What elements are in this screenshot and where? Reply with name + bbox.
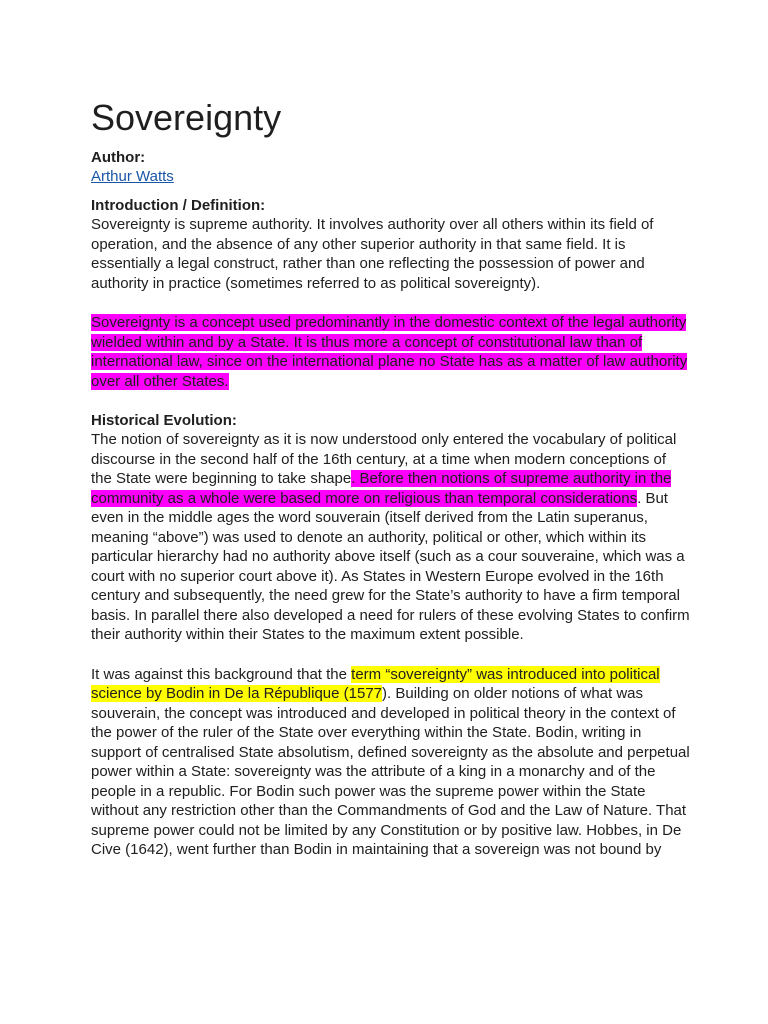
history-paragraph: [91, 430, 691, 645]
author-link[interactable]: Arthur Watts: [91, 168, 174, 185]
bodin-yellow-highlight: term “sovereignty” was introduced into political science by Bodin in De la République (1577: [91, 665, 660, 702]
history-heading: Historical Evolution:: [91, 412, 237, 429]
document-title: Sovereignty: [91, 97, 282, 138]
intro-heading: Introduction / Definition:: [91, 197, 266, 214]
history-pink-highlight: . Before then notions of supreme authority in the community as a whole were based more on religious than temporal considerations: [91, 470, 672, 507]
history-text-1: The notion of sovereignty as it is now understood only entered the vocabulary of political discourse in the second half of the 16th century, at a time when modern conceptions of the State were beginning to take shape: [91, 431, 677, 487]
pink-highlight: Sovereignty is a concept used predominantly in the domestic context of the legal authority wielded within and by a State. It is thus more a concept of constitutional law than of international law, since on the international plane no State has as a matter of law authority over all other States.: [91, 314, 688, 390]
spacer: [91, 186, 691, 196]
spacer: [91, 391, 691, 411]
spacer: [91, 293, 691, 313]
bodin-paragraph: [91, 665, 691, 860]
document-page: [91, 96, 691, 860]
author-label: Author:: [91, 149, 146, 166]
bodin-text-1: It was against this background that the: [91, 665, 352, 683]
history-text-2: . But even in the middle ages the word souverain (itself derived from the Latin superanus, meaning “above”) was used to denote an authority, political or other, which within its particular hierarchy had no authority above itself (such as a cour souveraine, which was a court with no superior court above it). As States in Western Europe evolved in the 16th century and subsequently, the need grew for the State’s authority to have a firm temporal basis. In parallel there also developed a need for rulers of these evolving States to confirm their authority within their States to the maximum extent possible.: [91, 489, 690, 643]
bodin-text-2: ). Building on older notions of what was souverain, the concept was introduced and developed in political theory in the context of the power of the ruler of the State over everything within the State. Bodin, writing in support of centralised State absolutism, defined sovereignty as the absolute and perpetual power within a State: sovereignty was the attribute of a king in a monarchy and of the people in a republic. For Bodin such power was the supreme power within the State without any restriction other than the Commandments of God and the Law of Nature. That supreme power could not be limited by any Constitution or by positive law. Hobbes, in De Cive (1642), went further than Bodin in maintaining that a sovereign was not bound by: [91, 685, 690, 858]
intro-paragraph: Sovereignty is supreme authority. It involves authority over all others within its field of operation, and the absence of any other superior authority in that same field. It is essentially a legal construct, rather than one reflecting the possession of power and authority in practice (sometimes referred to as political sovereignty).: [91, 216, 654, 292]
highlighted-paragraph: [91, 313, 691, 391]
spacer: [91, 645, 691, 665]
